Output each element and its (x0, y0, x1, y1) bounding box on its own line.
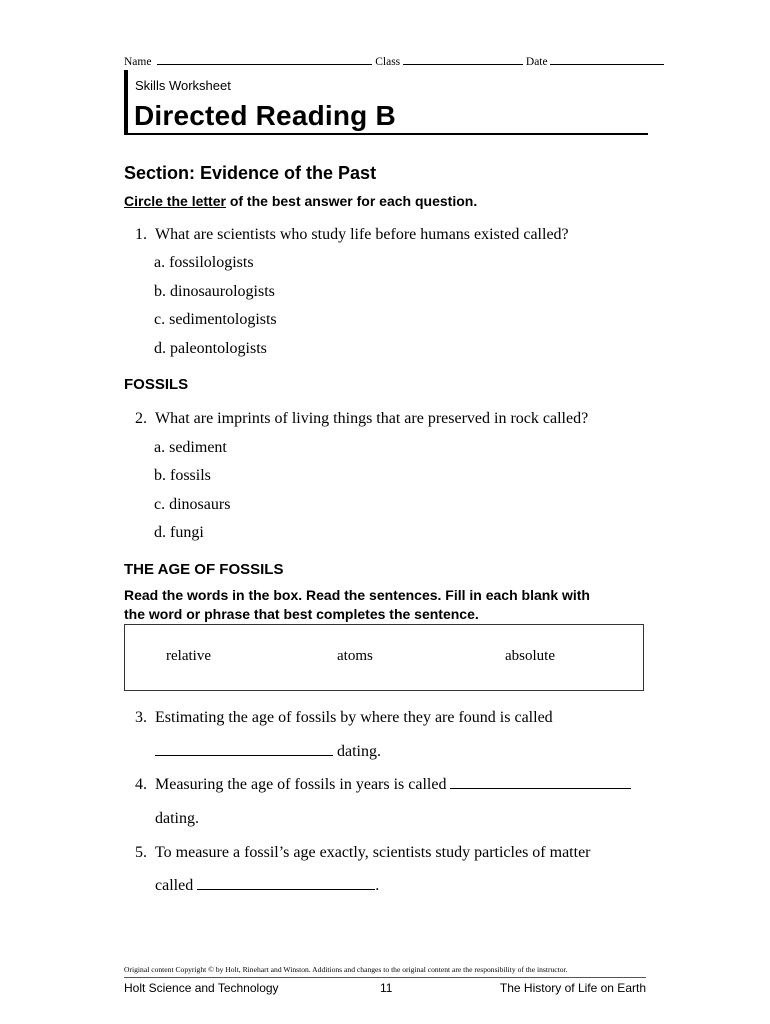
question-1 (135, 226, 569, 244)
q2-option-b[interactable]: b. fossils (154, 467, 211, 484)
question-text: What are imprints of living things that are preserved in rock called? (155, 410, 589, 427)
q2-option-d[interactable]: d. fungi (154, 524, 204, 541)
name-field[interactable] (157, 54, 372, 65)
instructions-rest: of the best answer for each question. (225, 193, 478, 209)
title-left-bar (124, 70, 128, 135)
name-class-date-header (124, 54, 664, 68)
word-bank-item: relative (166, 648, 211, 664)
subsection-heading-age-of-fossils: THE AGE OF FOSSILS (124, 561, 284, 578)
question-text: What are scientists who study life before humans existed called? (155, 226, 569, 243)
class-field[interactable] (403, 54, 523, 65)
question-2 (135, 410, 588, 428)
page-title: Directed Reading B (134, 100, 396, 131)
answer-blank-5[interactable] (197, 877, 375, 890)
fill-in-instructions-line-1: Read the words in the box. Read the sentences. Fill in each blank with (124, 587, 590, 603)
q1-option-d[interactable]: d. paleontologists (154, 340, 267, 357)
answer-blank-4[interactable] (450, 776, 631, 789)
subsection-heading-fossils: FOSSILS (124, 376, 189, 393)
question-number: 2. (135, 410, 147, 427)
question-text-end: . (375, 877, 380, 894)
question-text-continued: dating. (333, 743, 381, 760)
question-text: To measure a fossil’s age exactly, scientists study particles of matter (155, 844, 591, 861)
instructions-emphasis: Circle the letter (124, 193, 226, 209)
class-label: Class (375, 56, 401, 68)
section-title: Section: Evidence of the Past (124, 163, 377, 183)
q1-option-b[interactable]: b. dinosaurologists (154, 283, 275, 300)
question-number: 1. (135, 226, 147, 243)
footer-chapter-title: The History of Life on Earth (499, 981, 646, 995)
question-5-line-2 (155, 877, 379, 895)
fill-in-instructions-line-2: the word or phrase that best completes the sentence. (124, 606, 479, 622)
word-bank-item: absolute (505, 648, 555, 664)
question-4 (135, 776, 631, 794)
question-3-line-2 (155, 743, 381, 761)
question-number: 3. (135, 709, 147, 726)
question-number: 5. (135, 844, 147, 861)
question-text-continued: called (155, 877, 198, 894)
footer-publisher: Holt Science and Technology (124, 981, 279, 995)
question-5 (135, 844, 591, 862)
date-field[interactable] (550, 54, 664, 65)
name-label: Name (124, 56, 152, 68)
question-text: Measuring the age of fossils in years is called (155, 776, 451, 793)
footer-rule (124, 977, 646, 978)
title-underline (124, 133, 648, 135)
instructions (124, 193, 477, 209)
question-text: Estimating the age of fossils by where they are found is called (155, 709, 553, 726)
page-number: 11 (380, 981, 393, 995)
question-3 (135, 709, 553, 727)
question-4-line-2: dating. (155, 810, 199, 827)
copyright-notice: Original content Copyright © by Holt, Rinehart and Winston. Additions and changes to the original content are the responsibility of the instructor. (124, 965, 568, 974)
q1-option-c[interactable]: c. sedimentologists (154, 311, 277, 328)
answer-blank-3[interactable] (155, 743, 333, 756)
question-number: 4. (135, 776, 147, 793)
word-bank-item: atoms (337, 648, 373, 664)
q2-option-a[interactable]: a. sediment (154, 439, 227, 456)
q1-option-a[interactable]: a. fossilologists (154, 254, 254, 271)
q2-option-c[interactable]: c. dinosaurs (154, 496, 231, 513)
worksheet-type: Skills Worksheet (135, 78, 231, 93)
date-label: Date (525, 56, 548, 68)
